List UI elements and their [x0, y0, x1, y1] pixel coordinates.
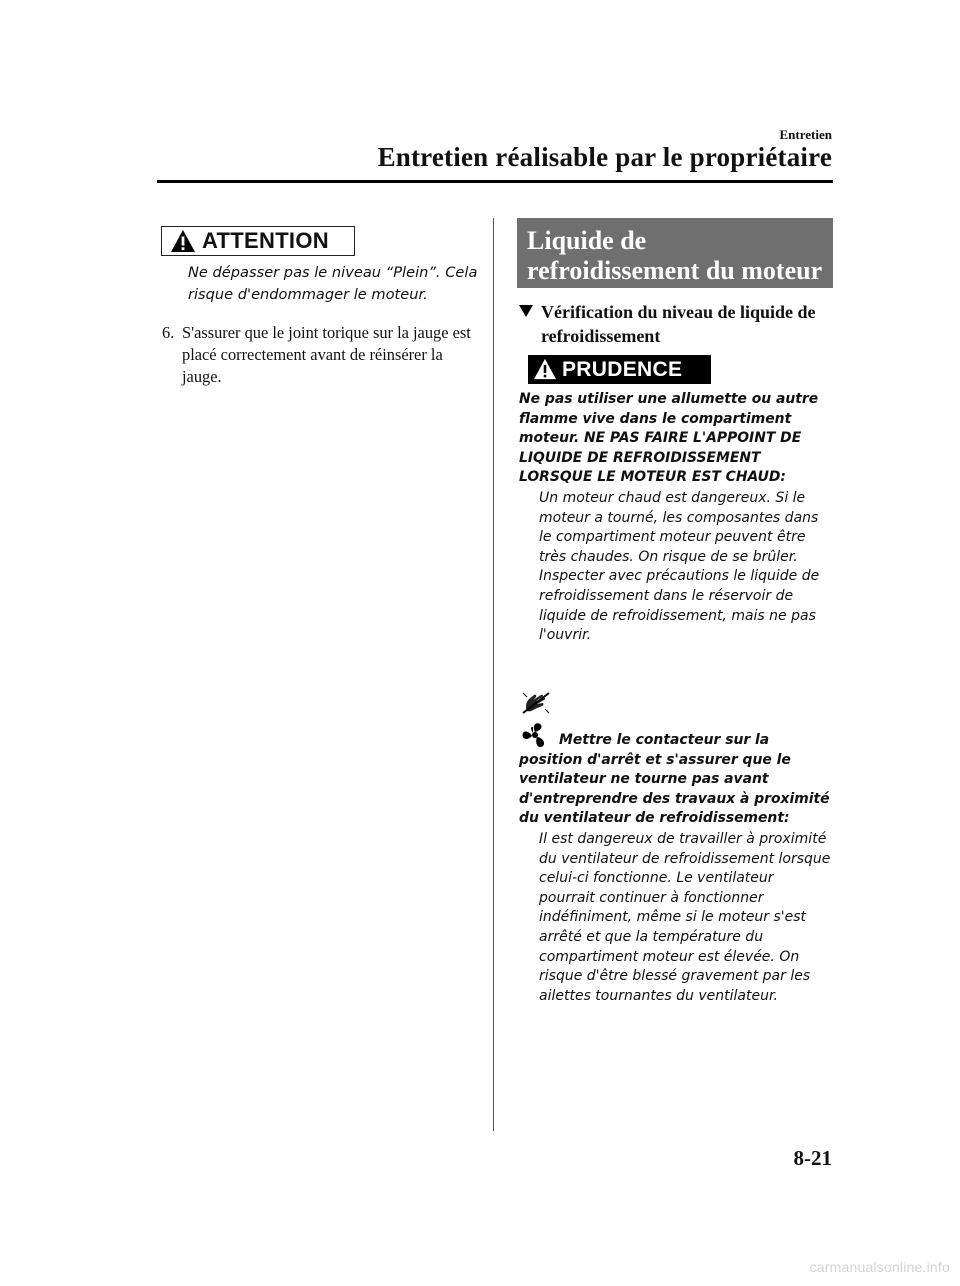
caution-lead: Ne pas utiliser une allumette ou autre flamme vive dans le compartiment moteur. NE PAS FAIRE L'APPOINT DE LIQUIDE DE REFROIDISSEMENT LORSQUE LE MOTEUR EST CHAUD:: [519, 391, 819, 485]
header-section-label: Entretien: [779, 127, 832, 142]
watermark: carmanualsonline.info: [809, 1259, 950, 1275]
fan-lead-first-line: Mettre le contacteur sur la: [559, 732, 770, 748]
section-title: Liquide de refroidissement du moteur: [517, 218, 833, 288]
attention-box: [161, 226, 355, 256]
page-number: 8-21: [793, 1146, 832, 1170]
subheading: [519, 300, 833, 348]
warning-icon: [170, 229, 196, 253]
attention-text: Ne dépasser pas le niveau “Plein”. Cela risque d'endommager le moteur.: [188, 264, 478, 303]
header-rule: [157, 180, 833, 183]
step-item: [162, 322, 482, 388]
page-title: Entretien réalisable par le propriétaire: [377, 142, 832, 172]
fan-warning-body: Il est dangereux de travailler à proximité du ventilateur de refroidissement lorsque celui-ci fonctionne. Le ventilateur pourrait continuer à fonctionner indéfiniment, même si le moteur s'est arrêté et que la température du compartiment moteur est élevée. On risque d'être blessé gravement par les ailettes tournantes du ventilateur.: [539, 831, 831, 1004]
prudence-box: [528, 355, 711, 384]
step-text: S'assurer que le joint torique sur la jauge est placé correctement avant de réinsérer la jauge.: [182, 323, 471, 386]
fan-warning-lead: [519, 731, 833, 829]
step-number: 6.: [162, 323, 175, 342]
warning-icon: [533, 358, 557, 380]
triangle-down-icon: [519, 305, 533, 317]
caution-body: Un moteur chaud est dangereux. Si le moteur a tourné, les composantes dans le compartiment moteur peuvent être très chaudes. On risque de se brûler. Inspecter avec précautions le liquide de refroidissement dans le réservoir de liquide de refroidissement, mais ne pas l'ouvrir.: [539, 490, 820, 644]
column-divider: [493, 218, 494, 1131]
no-hand-icon: [521, 691, 551, 715]
fan-lead-rest: position d'arrêt et s'assurer que le ventilateur ne tourne pas avant d'entreprendre des travaux à proximité du ventilateur de refroidissement:: [519, 751, 830, 826]
prudence-label: PRUDENCE: [562, 357, 683, 381]
subheading-text: Vérification du niveau de liquide de refroidissement: [541, 302, 816, 346]
attention-label: ATTENTION: [202, 228, 329, 253]
